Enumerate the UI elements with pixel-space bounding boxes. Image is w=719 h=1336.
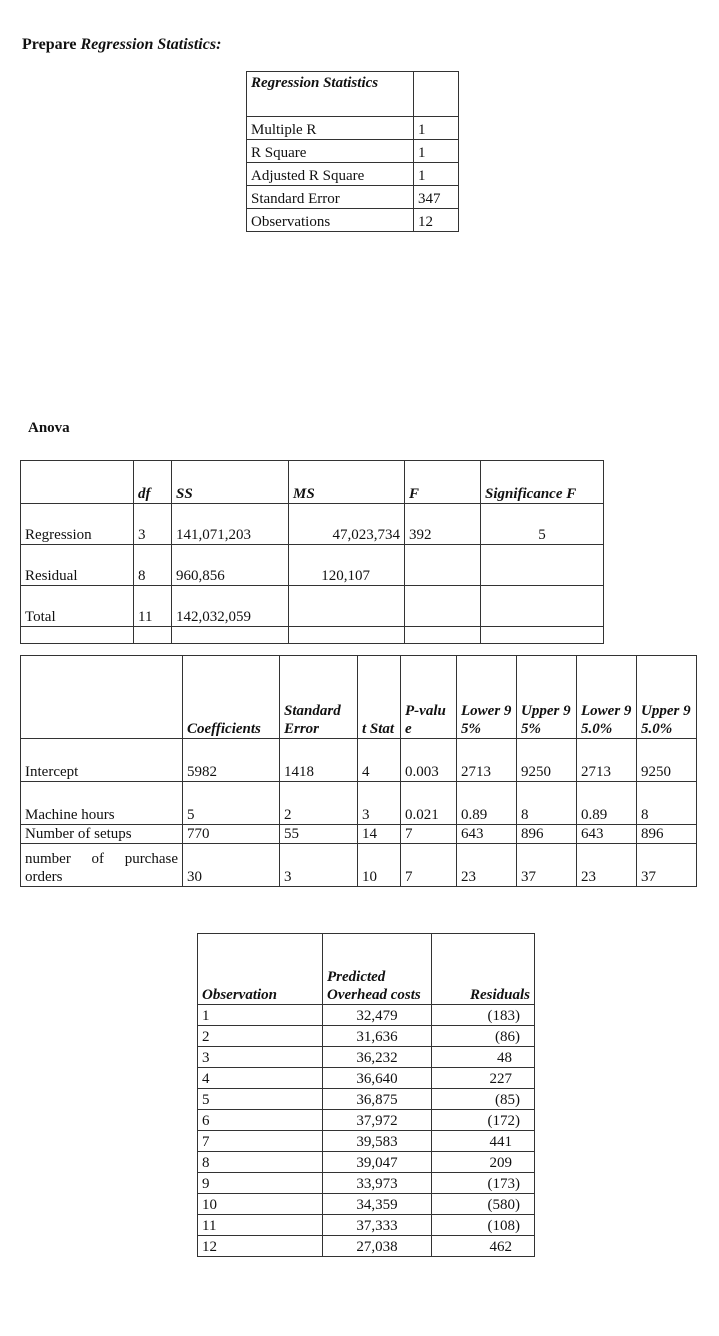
residual-cell: 227 [432,1068,535,1089]
f-cell: 392 [405,504,481,545]
header-cell: Observation [198,934,323,1005]
predicted-cost-cell: 39,583 [323,1131,432,1152]
predicted-cost-cell: 37,333 [323,1215,432,1236]
header-cell: Upper 95% [517,656,577,739]
table-row [198,1215,535,1236]
header-cell: Predicted Overhead costs [323,934,432,1005]
observation-cell: 4 [198,1068,323,1089]
table-row [198,1026,535,1047]
table-row [198,1089,535,1110]
table-row [247,209,459,232]
observation-cell: 7 [198,1131,323,1152]
predicted-cost-cell: 33,973 [323,1173,432,1194]
p-value-cell: 7 [401,825,457,844]
p-value-cell: 7 [401,844,457,887]
stat-value: 347 [414,186,459,209]
residual-cell: (85) [432,1089,535,1110]
row-label: number of purchase orders [21,844,183,887]
header-cell: SS [172,461,289,504]
table-header-row [198,934,535,1005]
header-cell: Lower 95% [457,656,517,739]
observation-cell: 10 [198,1194,323,1215]
observation-cell: 12 [198,1236,323,1257]
standard-error-cell: 3 [280,844,358,887]
upper-95-cell: 896 [517,825,577,844]
coefficient-cell: 770 [183,825,280,844]
significance-f-cell: 5 [481,504,604,545]
header-cell: t Stat [358,656,401,739]
coefficient-cell: 5 [183,782,280,825]
df-cell: 3 [134,504,172,545]
residual-cell: (172) [432,1110,535,1131]
stat-value: 1 [414,140,459,163]
table-row [198,1152,535,1173]
residual-output-table [197,933,535,1257]
predicted-cost-cell: 34,359 [323,1194,432,1215]
stat-label: Standard Error [247,186,414,209]
residual-cell: 462 [432,1236,535,1257]
blank-cell [405,627,481,644]
upper-95-cell: 9250 [517,739,577,782]
table-row [247,186,459,209]
lower-95-cell: 2713 [457,739,517,782]
lower-95-cell: 643 [457,825,517,844]
lower-95-0-cell: 643 [577,825,637,844]
table-row [198,1236,535,1257]
predicted-cost-cell: 39,047 [323,1152,432,1173]
predicted-cost-cell: 32,479 [323,1005,432,1026]
table-row [21,825,697,844]
predicted-cost-cell: 36,875 [323,1089,432,1110]
table-row [198,1110,535,1131]
t-stat-cell: 14 [358,825,401,844]
table-row [21,586,604,627]
residual-cell: (86) [432,1026,535,1047]
row-label: Regression [21,504,134,545]
t-stat-cell: 4 [358,739,401,782]
p-value-cell: 0.021 [401,782,457,825]
blank-cell [172,627,289,644]
blank-cell [481,627,604,644]
f-cell [405,545,481,586]
blank-cell [134,627,172,644]
table-row [198,1047,535,1068]
header-cell: Standard Error [280,656,358,739]
observation-cell: 2 [198,1026,323,1047]
standard-error-cell: 2 [280,782,358,825]
table-row [198,1068,535,1089]
residual-cell: (173) [432,1173,535,1194]
row-label: Total [21,586,134,627]
table-row [198,1194,535,1215]
ms-cell: 120,107 [289,545,405,586]
blank-cell [21,627,134,644]
upper-95-cell: 37 [517,844,577,887]
residual-cell: (108) [432,1215,535,1236]
significance-f-cell [481,545,604,586]
residual-cell: 48 [432,1047,535,1068]
observation-cell: 9 [198,1173,323,1194]
header-cell: Upper 95.0% [637,656,697,739]
observation-cell: 8 [198,1152,323,1173]
significance-f-cell [481,586,604,627]
observation-cell: 3 [198,1047,323,1068]
observation-cell: 5 [198,1089,323,1110]
ss-cell: 142,032,059 [172,586,289,627]
f-cell [405,586,481,627]
header-cell [21,656,183,739]
table-row [247,140,459,163]
blank-row [21,627,604,644]
upper-95-0-cell: 896 [637,825,697,844]
table-row [21,844,697,887]
header-cell [414,72,459,117]
coefficient-cell: 30 [183,844,280,887]
table-row [247,163,459,186]
table-header-row [21,656,697,739]
stat-label: Adjusted R Square [247,163,414,186]
row-label: Machine hours [21,782,183,825]
lower-95-0-cell: 23 [577,844,637,887]
observation-cell: 1 [198,1005,323,1026]
ss-cell: 141,071,203 [172,504,289,545]
t-stat-cell: 3 [358,782,401,825]
upper-95-0-cell: 9250 [637,739,697,782]
residual-rows [198,1005,535,1257]
table-row [21,545,604,586]
anova-table [20,460,604,644]
header-cell: Regression Statistics [247,72,414,117]
standard-error-cell: 55 [280,825,358,844]
stat-label: R Square [247,140,414,163]
header-cell: P-value [401,656,457,739]
table-header-row [21,461,604,504]
table-row [21,504,604,545]
table-row [247,117,459,140]
table-header-row [247,72,459,117]
table-row [198,1131,535,1152]
header-cell: F [405,461,481,504]
upper-95-0-cell: 37 [637,844,697,887]
table-row [198,1173,535,1194]
predicted-cost-cell: 36,640 [323,1068,432,1089]
blank-cell [289,627,405,644]
lower-95-0-cell: 2713 [577,739,637,782]
standard-error-cell: 1418 [280,739,358,782]
predicted-cost-cell: 37,972 [323,1110,432,1131]
upper-95-0-cell: 8 [637,782,697,825]
ss-cell: 960,856 [172,545,289,586]
ms-cell [289,586,405,627]
t-stat-cell: 10 [358,844,401,887]
residual-cell: 441 [432,1131,535,1152]
stat-value: 1 [414,163,459,186]
observation-cell: 11 [198,1215,323,1236]
coefficient-cell: 5982 [183,739,280,782]
ms-cell: 47,023,734 [289,504,405,545]
stat-value: 12 [414,209,459,232]
header-cell: Lower 95.0% [577,656,637,739]
residual-cell: (580) [432,1194,535,1215]
coefficients-table [20,655,697,887]
stat-label: Observations [247,209,414,232]
heading-prefix: Prepare [22,36,81,53]
lower-95-cell: 23 [457,844,517,887]
row-label: Intercept [21,739,183,782]
residual-cell: 209 [432,1152,535,1173]
regression-statistics-table [246,71,459,232]
header-cell: df [134,461,172,504]
predicted-cost-cell: 27,038 [323,1236,432,1257]
stat-value: 1 [414,117,459,140]
predicted-cost-cell: 31,636 [323,1026,432,1047]
stat-label: Multiple R [247,117,414,140]
table-row [21,782,697,825]
header-cell [21,461,134,504]
lower-95-0-cell: 0.89 [577,782,637,825]
df-cell: 8 [134,545,172,586]
header-cell: Coefficients [183,656,280,739]
page-heading [22,36,221,54]
residual-cell: (183) [432,1005,535,1026]
df-cell: 11 [134,586,172,627]
row-label: Number of setups [21,825,183,844]
header-cell: MS [289,461,405,504]
lower-95-cell: 0.89 [457,782,517,825]
table-row [198,1005,535,1026]
table-row [21,739,697,782]
observation-cell: 6 [198,1110,323,1131]
header-cell: Significance F [481,461,604,504]
predicted-cost-cell: 36,232 [323,1047,432,1068]
anova-title: Anova [28,420,70,436]
p-value-cell: 0.003 [401,739,457,782]
row-label: Residual [21,545,134,586]
upper-95-cell: 8 [517,782,577,825]
heading-emphasis: Regression Statistics: [80,36,222,53]
header-cell: Residuals [432,934,535,1005]
